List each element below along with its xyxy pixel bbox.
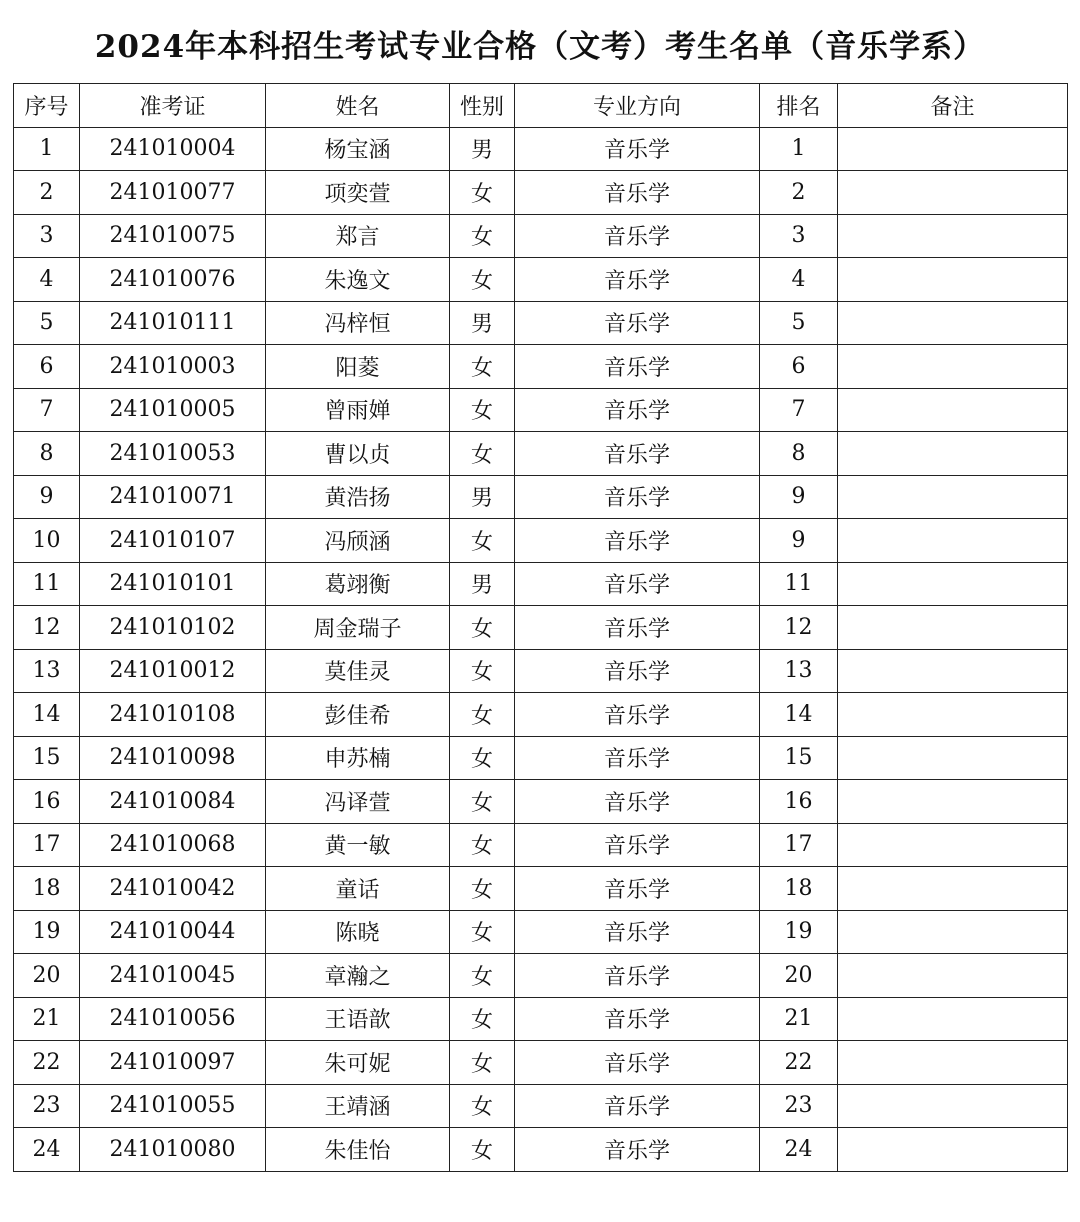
cell-note <box>838 649 1068 693</box>
cell-name: 周金瑞子 <box>266 606 450 650</box>
cell-exam-id: 241010055 <box>80 1084 266 1128</box>
cell-exam-id: 241010056 <box>80 997 266 1041</box>
cell-rank: 18 <box>760 867 838 911</box>
cell-major: 音乐学 <box>515 562 760 606</box>
cell-rank: 11 <box>760 562 838 606</box>
cell-index: 17 <box>14 823 80 867</box>
cell-major: 音乐学 <box>515 867 760 911</box>
table-row <box>14 736 1068 780</box>
cell-index: 5 <box>14 301 80 345</box>
cell-index: 22 <box>14 1041 80 1085</box>
cell-name: 彭佳希 <box>266 693 450 737</box>
cell-exam-id: 241010005 <box>80 388 266 432</box>
cell-exam-id: 241010101 <box>80 562 266 606</box>
cell-name: 阳菱 <box>266 345 450 389</box>
cell-note <box>838 1084 1068 1128</box>
table-row <box>14 910 1068 954</box>
cell-rank: 1 <box>760 127 838 171</box>
cell-note <box>838 345 1068 389</box>
cell-major: 音乐学 <box>515 823 760 867</box>
cell-exam-id: 241010084 <box>80 780 266 824</box>
cell-rank: 20 <box>760 954 838 998</box>
cell-gender: 男 <box>450 127 515 171</box>
cell-gender: 女 <box>450 1041 515 1085</box>
cell-note <box>838 823 1068 867</box>
cell-name: 杨宝涵 <box>266 127 450 171</box>
table-row <box>14 606 1068 650</box>
cell-name: 曾雨婵 <box>266 388 450 432</box>
cell-note <box>838 214 1068 258</box>
cell-gender: 女 <box>450 171 515 215</box>
cell-index: 4 <box>14 258 80 302</box>
cell-gender: 男 <box>450 301 515 345</box>
cell-rank: 5 <box>760 301 838 345</box>
cell-index: 11 <box>14 562 80 606</box>
cell-gender: 女 <box>450 954 515 998</box>
cell-index: 16 <box>14 780 80 824</box>
cell-exam-id: 241010077 <box>80 171 266 215</box>
header-note: 备注 <box>838 84 1068 128</box>
table-row <box>14 1084 1068 1128</box>
cell-index: 7 <box>14 388 80 432</box>
cell-name: 郑言 <box>266 214 450 258</box>
cell-index: 9 <box>14 475 80 519</box>
table-row <box>14 301 1068 345</box>
header-name: 姓名 <box>266 84 450 128</box>
cell-major: 音乐学 <box>515 214 760 258</box>
cell-name: 王靖涵 <box>266 1084 450 1128</box>
cell-index: 6 <box>14 345 80 389</box>
cell-exam-id: 241010071 <box>80 475 266 519</box>
cell-rank: 3 <box>760 214 838 258</box>
cell-name: 童话 <box>266 867 450 911</box>
cell-rank: 22 <box>760 1041 838 1085</box>
cell-major: 音乐学 <box>515 519 760 563</box>
cell-major: 音乐学 <box>515 475 760 519</box>
table-row <box>14 1041 1068 1085</box>
header-index: 序号 <box>14 84 80 128</box>
cell-major: 音乐学 <box>515 1041 760 1085</box>
cell-exam-id: 241010097 <box>80 1041 266 1085</box>
cell-note <box>838 301 1068 345</box>
cell-name: 黄浩扬 <box>266 475 450 519</box>
cell-exam-id: 241010098 <box>80 736 266 780</box>
cell-index: 18 <box>14 867 80 911</box>
cell-exam-id: 241010003 <box>80 345 266 389</box>
cell-exam-id: 241010004 <box>80 127 266 171</box>
cell-note <box>838 475 1068 519</box>
cell-note <box>838 432 1068 476</box>
cell-gender: 女 <box>450 649 515 693</box>
cell-index: 1 <box>14 127 80 171</box>
cell-gender: 女 <box>450 388 515 432</box>
cell-gender: 女 <box>450 1128 515 1172</box>
table-row <box>14 214 1068 258</box>
cell-exam-id: 241010042 <box>80 867 266 911</box>
cell-gender: 女 <box>450 214 515 258</box>
cell-gender: 女 <box>450 823 515 867</box>
cell-major: 音乐学 <box>515 606 760 650</box>
cell-gender: 女 <box>450 432 515 476</box>
cell-exam-id: 241010111 <box>80 301 266 345</box>
table-row <box>14 345 1068 389</box>
table-row <box>14 954 1068 998</box>
cell-note <box>838 997 1068 1041</box>
cell-major: 音乐学 <box>515 388 760 432</box>
cell-name: 朱逸文 <box>266 258 450 302</box>
cell-index: 15 <box>14 736 80 780</box>
cell-name: 冯颀涵 <box>266 519 450 563</box>
cell-index: 3 <box>14 214 80 258</box>
page-title: 2024年本科招生考试专业合格（文考）考生名单（音乐学系） <box>94 29 986 65</box>
cell-major: 音乐学 <box>515 954 760 998</box>
cell-note <box>838 171 1068 215</box>
cell-gender: 女 <box>450 867 515 911</box>
cell-gender: 女 <box>450 780 515 824</box>
cell-exam-id: 241010068 <box>80 823 266 867</box>
table-row <box>14 997 1068 1041</box>
cell-note <box>838 519 1068 563</box>
table-row <box>14 1128 1068 1172</box>
cell-major: 音乐学 <box>515 780 760 824</box>
candidate-table <box>13 83 1068 1172</box>
cell-major: 音乐学 <box>515 1084 760 1128</box>
cell-major: 音乐学 <box>515 997 760 1041</box>
table-row <box>14 693 1068 737</box>
cell-rank: 13 <box>760 649 838 693</box>
header-gender: 性别 <box>450 84 515 128</box>
cell-index: 2 <box>14 171 80 215</box>
cell-rank: 19 <box>760 910 838 954</box>
header-exam-id: 准考证 <box>80 84 266 128</box>
header-major: 专业方向 <box>515 84 760 128</box>
cell-rank: 23 <box>760 1084 838 1128</box>
cell-exam-id: 241010080 <box>80 1128 266 1172</box>
cell-rank: 9 <box>760 519 838 563</box>
cell-name: 申苏楠 <box>266 736 450 780</box>
cell-gender: 男 <box>450 562 515 606</box>
cell-gender: 男 <box>450 475 515 519</box>
cell-major: 音乐学 <box>515 432 760 476</box>
cell-note <box>838 1041 1068 1085</box>
cell-note <box>838 127 1068 171</box>
cell-rank: 9 <box>760 475 838 519</box>
table-row <box>14 388 1068 432</box>
cell-index: 23 <box>14 1084 80 1128</box>
table-row <box>14 258 1068 302</box>
cell-major: 音乐学 <box>515 171 760 215</box>
cell-rank: 8 <box>760 432 838 476</box>
cell-note <box>838 910 1068 954</box>
cell-rank: 24 <box>760 1128 838 1172</box>
header-rank: 排名 <box>760 84 838 128</box>
cell-gender: 女 <box>450 736 515 780</box>
cell-note <box>838 780 1068 824</box>
cell-index: 12 <box>14 606 80 650</box>
cell-exam-id: 241010012 <box>80 649 266 693</box>
cell-name: 朱可妮 <box>266 1041 450 1085</box>
cell-name: 冯译萱 <box>266 780 450 824</box>
cell-exam-id: 241010107 <box>80 519 266 563</box>
cell-index: 13 <box>14 649 80 693</box>
cell-gender: 女 <box>450 519 515 563</box>
cell-note <box>838 736 1068 780</box>
cell-index: 20 <box>14 954 80 998</box>
cell-exam-id: 241010102 <box>80 606 266 650</box>
cell-major: 音乐学 <box>515 1128 760 1172</box>
cell-note <box>838 258 1068 302</box>
cell-rank: 21 <box>760 997 838 1041</box>
cell-gender: 女 <box>450 910 515 954</box>
cell-index: 8 <box>14 432 80 476</box>
cell-rank: 4 <box>760 258 838 302</box>
cell-exam-id: 241010053 <box>80 432 266 476</box>
table-row <box>14 171 1068 215</box>
cell-gender: 女 <box>450 606 515 650</box>
table-row <box>14 475 1068 519</box>
cell-note <box>838 1128 1068 1172</box>
table-row <box>14 519 1068 563</box>
cell-exam-id: 241010108 <box>80 693 266 737</box>
cell-name: 陈晓 <box>266 910 450 954</box>
cell-exam-id: 241010075 <box>80 214 266 258</box>
cell-name: 葛翊衡 <box>266 562 450 606</box>
cell-gender: 女 <box>450 693 515 737</box>
cell-name: 曹以贞 <box>266 432 450 476</box>
cell-name: 黄一敏 <box>266 823 450 867</box>
cell-index: 14 <box>14 693 80 737</box>
cell-rank: 7 <box>760 388 838 432</box>
cell-note <box>838 693 1068 737</box>
cell-exam-id: 241010044 <box>80 910 266 954</box>
cell-index: 19 <box>14 910 80 954</box>
cell-name: 朱佳怡 <box>266 1128 450 1172</box>
cell-index: 21 <box>14 997 80 1041</box>
table-row <box>14 867 1068 911</box>
cell-name: 项奕萱 <box>266 171 450 215</box>
cell-rank: 16 <box>760 780 838 824</box>
cell-name: 冯梓恒 <box>266 301 450 345</box>
cell-major: 音乐学 <box>515 910 760 954</box>
table-row <box>14 562 1068 606</box>
cell-major: 音乐学 <box>515 736 760 780</box>
table-row <box>14 127 1068 171</box>
cell-major: 音乐学 <box>515 693 760 737</box>
cell-note <box>838 606 1068 650</box>
table-header-row <box>14 84 1068 128</box>
table-row <box>14 432 1068 476</box>
cell-exam-id: 241010076 <box>80 258 266 302</box>
cell-index: 24 <box>14 1128 80 1172</box>
cell-major: 音乐学 <box>515 345 760 389</box>
table-row <box>14 780 1068 824</box>
cell-note <box>838 954 1068 998</box>
cell-major: 音乐学 <box>515 127 760 171</box>
cell-rank: 2 <box>760 171 838 215</box>
cell-name: 王语歆 <box>266 997 450 1041</box>
cell-index: 10 <box>14 519 80 563</box>
cell-exam-id: 241010045 <box>80 954 266 998</box>
cell-rank: 14 <box>760 693 838 737</box>
cell-note <box>838 388 1068 432</box>
table-body <box>14 127 1068 1171</box>
cell-major: 音乐学 <box>515 258 760 302</box>
cell-rank: 6 <box>760 345 838 389</box>
cell-major: 音乐学 <box>515 301 760 345</box>
cell-major: 音乐学 <box>515 649 760 693</box>
cell-rank: 17 <box>760 823 838 867</box>
cell-note <box>838 867 1068 911</box>
cell-gender: 女 <box>450 258 515 302</box>
cell-note <box>838 562 1068 606</box>
cell-gender: 女 <box>450 345 515 389</box>
table-row <box>14 823 1068 867</box>
cell-name: 莫佳灵 <box>266 649 450 693</box>
cell-name: 章瀚之 <box>266 954 450 998</box>
table-row <box>14 649 1068 693</box>
cell-rank: 15 <box>760 736 838 780</box>
cell-rank: 12 <box>760 606 838 650</box>
cell-gender: 女 <box>450 997 515 1041</box>
cell-gender: 女 <box>450 1084 515 1128</box>
